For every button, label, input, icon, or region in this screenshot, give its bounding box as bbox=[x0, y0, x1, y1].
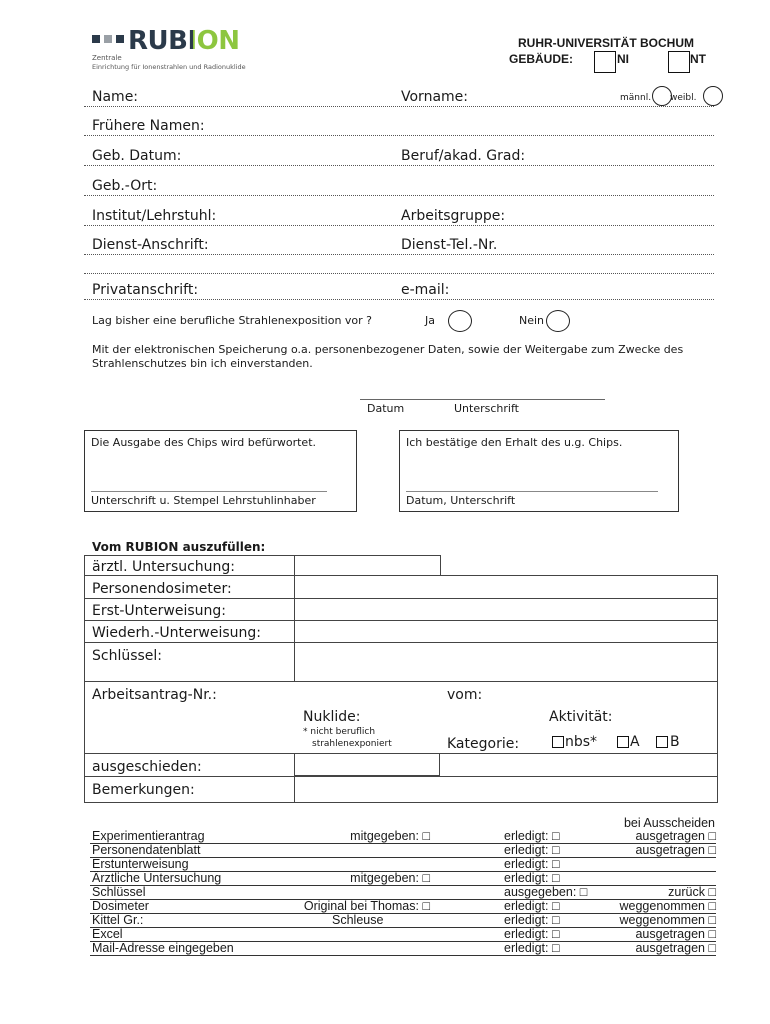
institut-label: Institut/Lehrstuhl: bbox=[92, 208, 217, 224]
building-ni-checkbox[interactable] bbox=[594, 51, 616, 73]
checklist-status[interactable]: erledigt: □ bbox=[504, 857, 560, 871]
dienst-line bbox=[84, 254, 714, 255]
maennl-label: männl. bbox=[620, 93, 652, 103]
exposition-nein-label: Nein bbox=[519, 314, 545, 327]
arbeitsgruppe-label: Arbeitsgruppe: bbox=[401, 208, 506, 224]
nuklide-label: Nuklide: bbox=[303, 709, 361, 725]
checklist-row bbox=[90, 885, 716, 900]
logo-wordmark-text: RUBION bbox=[128, 26, 240, 56]
row-line-4 bbox=[84, 642, 718, 643]
aerztl-mask bbox=[441, 556, 718, 575]
dienst-line-2 bbox=[84, 273, 714, 274]
fruehere-namen-line bbox=[84, 135, 714, 136]
checklist-status[interactable]: erledigt: □ bbox=[504, 871, 560, 885]
chip-receipt-sign-label: Datum, Unterschrift bbox=[406, 494, 516, 507]
building-label: GEBÄUDE: bbox=[509, 52, 574, 66]
vorname-label: Vorname: bbox=[401, 89, 468, 105]
consent-unterschrift-label: Unterschrift bbox=[454, 402, 519, 415]
chip-receipt-sign-line[interactable] bbox=[406, 491, 658, 492]
kategorie-label: Kategorie: bbox=[447, 736, 520, 752]
checklist-exit[interactable]: ausgetragen □ bbox=[635, 829, 716, 843]
aerztl-mask-right bbox=[716, 554, 720, 575]
kategorie-b-label: B bbox=[670, 734, 680, 750]
checklist-exit[interactable]: ausgetragen □ bbox=[635, 843, 716, 857]
row-line-2 bbox=[84, 598, 718, 599]
checklist-item: Mail-Adresse eingegeben bbox=[92, 941, 234, 955]
checklist-row bbox=[90, 913, 716, 928]
checklist-status[interactable]: erledigt: □ bbox=[504, 941, 560, 955]
checklist-mid[interactable]: Schleuse bbox=[332, 913, 384, 927]
checklist-exit[interactable]: ausgetragen □ bbox=[635, 941, 716, 955]
privatanschrift-label: Privatanschrift: bbox=[92, 282, 199, 298]
checklist-mid[interactable]: mitgegeben: □ bbox=[350, 871, 430, 885]
exposition-ja-label: Ja bbox=[425, 314, 435, 327]
logo-square-dark bbox=[92, 35, 100, 43]
institut-line bbox=[84, 225, 714, 226]
rubion-section-heading: Vom RUBION auszufüllen: bbox=[92, 540, 266, 554]
exposition-ja-radio[interactable] bbox=[448, 310, 472, 332]
nbs-footnote-1: * nicht beruflich bbox=[303, 727, 376, 737]
chip-approval-sign-line[interactable] bbox=[91, 491, 327, 492]
checklist-row bbox=[90, 829, 716, 844]
erst-unterweisung-label: Erst-Unterweisung: bbox=[92, 603, 227, 619]
nbs-footnote-2: strahlenexponiert bbox=[312, 739, 392, 749]
checklist-row bbox=[90, 857, 716, 872]
checklist-item: Dosimeter bbox=[92, 899, 149, 913]
ausgeschieden-label: ausgeschieden: bbox=[92, 759, 202, 775]
row-line-5 bbox=[84, 681, 718, 682]
checklist-item: Personendatenblatt bbox=[92, 843, 201, 857]
logo-square-dark-2 bbox=[116, 35, 124, 43]
row-line-1 bbox=[84, 575, 718, 576]
consent-signature-line bbox=[360, 399, 605, 400]
checklist-row bbox=[90, 899, 716, 914]
aerztl-label: ärztl. Untersuchung: bbox=[92, 559, 236, 575]
checklist-mid[interactable]: Original bei Thomas: □ bbox=[303, 899, 430, 913]
row-line-3 bbox=[84, 620, 718, 621]
building-nt-label: NT bbox=[690, 52, 706, 66]
ausgeschieden-field-box[interactable] bbox=[294, 753, 440, 776]
dosimeter-label: Personendosimeter: bbox=[92, 581, 232, 597]
checklist-status[interactable]: erledigt: □ bbox=[504, 899, 560, 913]
aerztl-mask-top bbox=[441, 554, 719, 556]
checklist-exit[interactable]: ausgetragen □ bbox=[635, 927, 716, 941]
antrag-mask-divider bbox=[294, 682, 295, 753]
consent-text-1: Mit der elektronischen Speicherung o.a. personenbezogener Daten, sowie der Weitergabe zum Zwecke des bbox=[92, 343, 684, 356]
kategorie-nbs-label: nbs* bbox=[565, 734, 598, 750]
email-label: e-mail: bbox=[401, 282, 450, 298]
consent-text-2: Strahlenschutzes bin ich einverstanden. bbox=[92, 357, 313, 370]
maennl-radio[interactable] bbox=[652, 86, 672, 106]
geb-ort-line bbox=[84, 195, 714, 196]
checklist-col-header: bei Ausscheiden bbox=[623, 816, 715, 830]
university-name: RUHR-UNIVERSITÄT BOCHUM bbox=[518, 36, 694, 50]
dienst-anschrift-label: Dienst-Anschrift: bbox=[92, 237, 209, 253]
logo-wordmark bbox=[128, 26, 240, 56]
geb-datum-label: Geb. Datum: bbox=[92, 148, 182, 164]
checklist-item: Experimentierantrag bbox=[92, 829, 205, 843]
privat-line bbox=[84, 299, 714, 300]
name-line bbox=[84, 106, 714, 107]
rubion-logo bbox=[90, 26, 250, 74]
checklist-exit[interactable]: zurück □ bbox=[668, 885, 716, 899]
chip-approval-box bbox=[84, 430, 357, 512]
checklist-table bbox=[90, 829, 716, 955]
checklist-row bbox=[90, 871, 716, 886]
checklist-item: Ärztliche Untersuchung bbox=[92, 871, 222, 885]
beruf-label: Beruf/akad. Grad: bbox=[401, 148, 526, 164]
bemerkungen-label: Bemerkungen: bbox=[92, 782, 195, 798]
checklist-status[interactable]: ausgegeben: □ bbox=[504, 885, 588, 899]
chip-receipt-box bbox=[399, 430, 679, 512]
row-line-7 bbox=[84, 776, 718, 777]
geb-datum-line bbox=[84, 165, 714, 166]
checklist-status[interactable]: erledigt: □ bbox=[504, 913, 560, 927]
chip-approval-sign-label: Unterschrift u. Stempel Lehrstuhlinhaber bbox=[91, 494, 316, 507]
logo-subline-2: Einrichtung für Ionenstrahlen und Radionuklide bbox=[92, 63, 246, 71]
checklist-row bbox=[90, 843, 716, 858]
arbeitsantrag-label: Arbeitsantrag-Nr.: bbox=[92, 687, 217, 703]
checklist-row bbox=[90, 941, 716, 956]
fruehere-namen-label: Frühere Namen: bbox=[92, 118, 205, 134]
checklist-exit[interactable]: weggenommen □ bbox=[619, 913, 716, 927]
dienst-tel-label: Dienst-Tel.-Nr. bbox=[401, 237, 498, 253]
exposition-nein-radio[interactable] bbox=[546, 310, 570, 332]
checklist-exit[interactable]: weggenommen □ bbox=[619, 899, 716, 913]
kategorie-nbs-checkbox[interactable] bbox=[552, 736, 564, 748]
bemerkungen-divider bbox=[294, 776, 295, 803]
checklist-mid[interactable]: mitgegeben: □ bbox=[350, 829, 430, 843]
kategorie-a-label: A bbox=[630, 734, 640, 750]
checklist-status[interactable]: erledigt: □ bbox=[504, 843, 560, 857]
checklist-item: Schlüssel bbox=[92, 885, 146, 899]
consent-datum-label: Datum bbox=[367, 402, 405, 415]
checklist-item: Erstunterweisung bbox=[92, 857, 189, 871]
kategorie-b-checkbox[interactable] bbox=[656, 736, 668, 748]
aktivitaet-label: Aktivität: bbox=[549, 709, 613, 725]
vom-label: vom: bbox=[447, 687, 483, 703]
chip-receipt-title: Ich bestätige den Erhalt des u.g. Chips. bbox=[406, 436, 623, 449]
checklist-item: Excel bbox=[92, 927, 123, 941]
name-label: Name: bbox=[92, 89, 139, 105]
building-ni-label: NI bbox=[617, 52, 629, 66]
kategorie-a-checkbox[interactable] bbox=[617, 736, 629, 748]
logo-subline-1: Zentrale bbox=[92, 54, 122, 62]
chip-approval-title: Die Ausgabe des Chips wird befürwortet. bbox=[91, 436, 317, 449]
schluessel-label: Schlüssel: bbox=[92, 648, 163, 664]
wiederh-unterweisung-label: Wiederh.-Unterweisung: bbox=[92, 625, 261, 641]
checklist-status[interactable]: erledigt: □ bbox=[504, 927, 560, 941]
exposition-question: Lag bisher eine berufliche Strahlenexposition vor ? bbox=[92, 314, 373, 327]
checklist-row bbox=[90, 927, 716, 942]
logo-square-grey bbox=[104, 35, 112, 43]
building-nt-checkbox[interactable] bbox=[668, 51, 690, 73]
geb-ort-label: Geb.-Ort: bbox=[92, 178, 158, 194]
checklist-item: Kittel Gr.: bbox=[92, 913, 144, 927]
weibl-label: weibl. bbox=[670, 93, 697, 103]
checklist-status[interactable]: erledigt: □ bbox=[504, 829, 560, 843]
weibl-radio[interactable] bbox=[703, 86, 723, 106]
